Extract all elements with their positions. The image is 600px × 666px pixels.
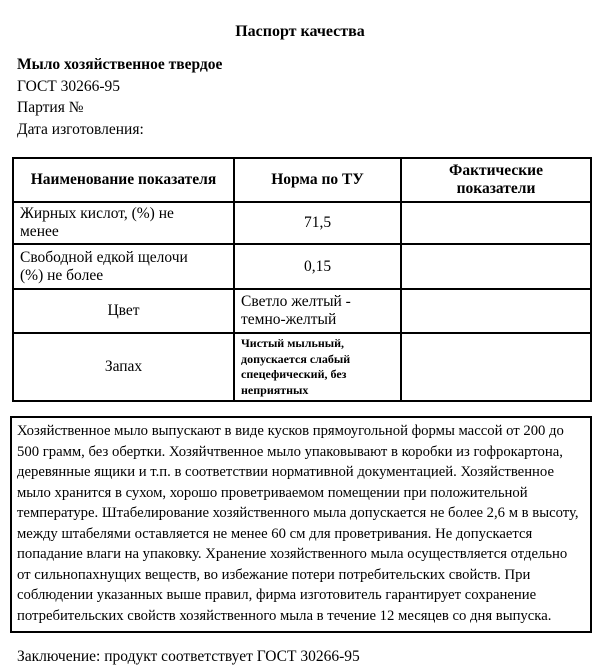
norm-value-cell: 0,15 <box>234 244 401 289</box>
actual-value-cell <box>401 289 591 333</box>
document-title: Паспорт качества <box>235 23 365 40</box>
norm-value-cell <box>234 333 401 401</box>
table-row-fatty-acids <box>13 202 591 244</box>
norm-value-cell: Светло желтый - темно-желтый <box>234 289 401 333</box>
storage-info-paragraph: Хозяйственное мыло выпускают в виде кусков прямоугольной формы массой от 200 до 500 грамм, без обертки. Хозяйчтвенное мыло упаковывают в коробки из гофрокартона, деревянные ящики и т.п. в соответствии нормативной документацией. Хозяйственное мыло хранится в сухом, хорошо проветриваемом помещении при положительной температуре. Штабелирование хозяйственного мыла допускается не более 2,6 м в высоту, между штабелями оставляется не менее 60 см для проветривания. Не допускается попадание влаги на упаковку. Хранение хозяйственного мыла осуществляется отдельно от сильнопахнущих веществ, во избежание потери потребительских свойств. При соблюдении указанных выше правил, фирма изготовитель гарантирует сохранение потребительских свойств хозяйственного мыла в течение 12 месяцев со дня выпуска. <box>10 416 592 633</box>
actual-value-cell <box>401 202 591 244</box>
parameter-name-cell: Свободной едкой щелочи (%) не более <box>13 244 234 289</box>
actual-value-cell <box>401 244 591 289</box>
column-header-parameter: Наименование показателя <box>13 158 234 202</box>
conclusion-line: Заключение: продукт соответствует ГОСТ 30266-95 <box>17 648 360 665</box>
column-header-actual-label: Фактические показатели <box>449 162 543 197</box>
column-header-actual <box>401 158 591 202</box>
spec-table <box>12 157 592 402</box>
parameter-name-cell: Жирных кислот, (%) не менее <box>13 202 234 244</box>
column-header-norm: Норма по ТУ <box>234 158 401 202</box>
parameter-name-cell: Запах <box>13 333 234 401</box>
table-row-color <box>13 289 591 333</box>
batch-label: Партия № <box>17 99 84 116</box>
table-row-free-alkali <box>13 244 591 289</box>
document-header-block <box>17 54 600 140</box>
spec-table-header-row <box>13 158 591 202</box>
odor-norm-text: Чистый мыльный, допускается слабый спецефический, без неприятных <box>241 336 351 397</box>
manufacture-date-label: Дата изготовления: <box>17 120 144 138</box>
product-name: Мыло хозяйственное твердое <box>17 56 223 73</box>
norm-value-cell: 71,5 <box>234 202 401 244</box>
table-row-odor <box>13 333 591 401</box>
parameter-name-cell: Цвет <box>13 289 234 333</box>
gost-number: ГОСТ 30266-95 <box>17 77 121 95</box>
actual-value-cell <box>401 333 591 401</box>
